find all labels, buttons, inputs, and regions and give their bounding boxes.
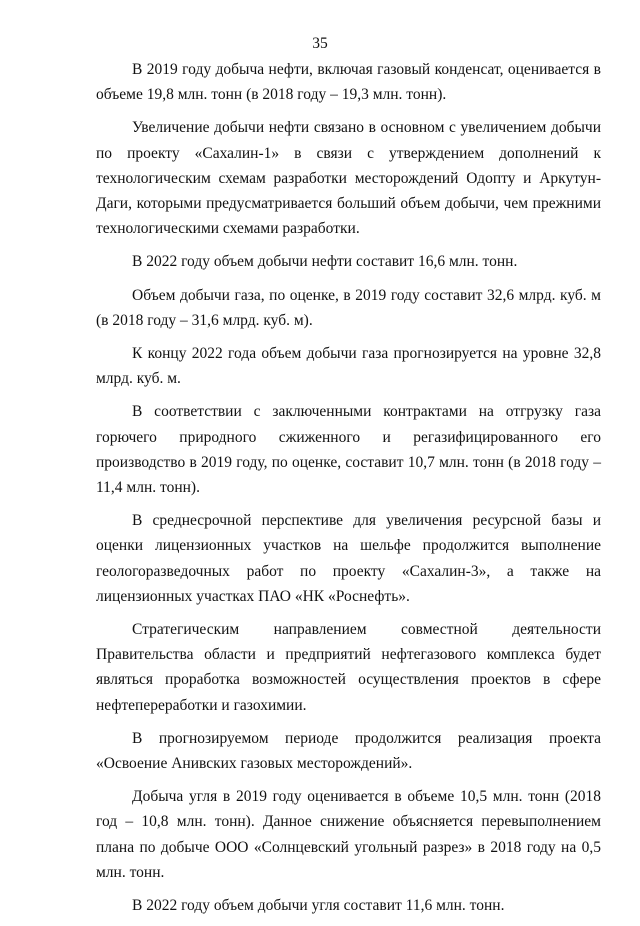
paragraph-exploration: В среднесрочной перспективе для увеличения ресурсной базы и оценки лицензионных участков на шельфе продолжится выполнение геологоразведочных работ по проекту «Сахалин-3», а также на лицензионных участках ПАО «НК «Роснефть». xyxy=(96,512,601,605)
paragraph-oil-2022: В 2022 году объем добычи нефти составит 16,6 млн. тонн. xyxy=(132,253,518,271)
paragraph-coal-2022: В 2022 году объем добычи угля составит 11,6 млн. тонн. xyxy=(132,897,505,915)
paragraph-coal-2019: Добыча угля в 2019 году оценивается в объеме 10,5 млн. тонн (2018 год – 10,8 млн. тонн). Данное снижение объясняется перевыполнением плана по добыче ООО «Солнцевский угольный разрез» в 2018 году на 0,5 млн. тонн. xyxy=(96,788,601,881)
body-text xyxy=(96,57,601,926)
paragraph-oil-increase: Увеличение добычи нефти связано в основном с увеличением добычи по проекту «Сахалин-1» в связи с утверждением дополнений к технологическим схемам разработки месторождений Одопту и Аркутун-Даги, которыми предусматривается больший объем добычи, чем прежними технологическими схемами разработки. xyxy=(96,119,601,238)
paragraph-lng: В соответствии с заключенными контрактами на отгрузку газа горючего природного сжиженного и регазифицированного его производство в 2019 году, по оценке, составит 10,7 млн. тонн (в 2018 году – 11,4 млн. тонн). xyxy=(96,403,601,497)
paragraph-gas-2022: К концу 2022 года объем добычи газа прогнозируется на уровне 32,8 млрд. куб. м. xyxy=(96,345,601,388)
paragraph-strategy: Стратегическим направлением совместной деятельности Правительства области и предприятий нефтегазового комплекса будет являться проработка возможностей осуществления проектов в сфере нефтепереработки и газохимии. xyxy=(96,621,601,714)
page-number: 35 xyxy=(312,35,328,52)
paragraph-aniva-project: В прогнозируемом периоде продолжится реализация проекта «Освоение Анивских газовых месторождений». xyxy=(96,729,601,773)
paragraph-gas-2019: Объем добычи газа, по оценке, в 2019 году составит 32,6 млрд. куб. м (в 2018 году – 31,6 млрд. куб. м). xyxy=(96,286,601,329)
paragraph-oil-2019: В 2019 году добыча нефти, включая газовый конденсат, оценивается в объеме 19,8 млн. тонн (в 2018 году – 19,3 млн. тонн). xyxy=(96,61,601,104)
